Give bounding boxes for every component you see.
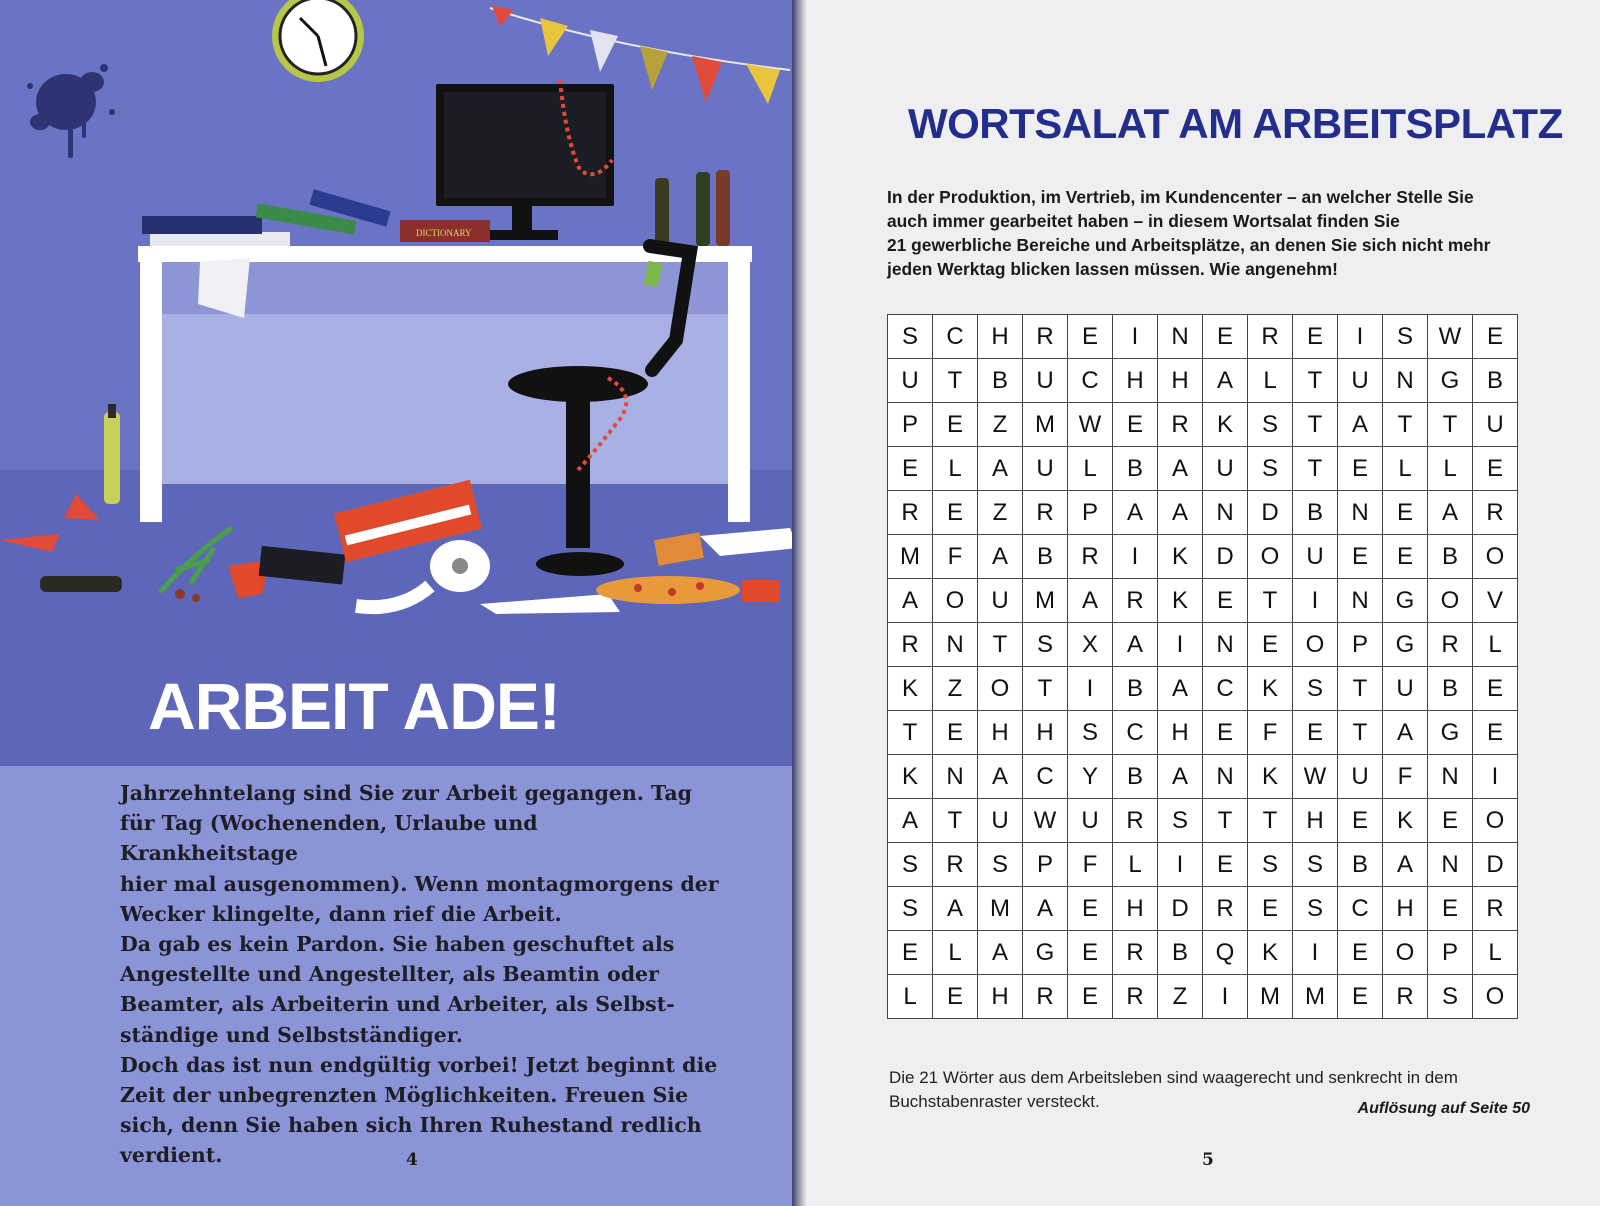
grid-row <box>888 315 1518 359</box>
grid-cell[interactable]: U <box>1068 799 1113 843</box>
grid-cell[interactable]: B <box>1023 535 1068 579</box>
grid-cell[interactable]: E <box>1473 447 1518 491</box>
grid-cell[interactable]: I <box>1113 315 1158 359</box>
grid-cell[interactable]: E <box>1068 931 1113 975</box>
grid-cell[interactable]: A <box>1113 491 1158 535</box>
grid-cell[interactable]: A <box>1383 843 1428 887</box>
grid-cell[interactable]: E <box>1383 491 1428 535</box>
grid-cell[interactable]: N <box>1203 491 1248 535</box>
grid-cell[interactable]: R <box>1068 535 1113 579</box>
grid-cell[interactable]: U <box>1338 755 1383 799</box>
grid-cell[interactable]: B <box>1428 667 1473 711</box>
grid-row <box>888 623 1518 667</box>
grid-cell[interactable]: R <box>1473 887 1518 931</box>
grid-cell[interactable]: U <box>1473 403 1518 447</box>
grid-row <box>888 931 1518 975</box>
grid-cell[interactable]: L <box>1428 447 1473 491</box>
grid-row <box>888 359 1518 403</box>
grid-cell[interactable]: T <box>933 359 978 403</box>
grid-cell[interactable]: E <box>1338 975 1383 1019</box>
grid-row <box>888 887 1518 931</box>
grid-cell[interactable]: R <box>1023 491 1068 535</box>
grid-cell[interactable]: A <box>1158 491 1203 535</box>
grid-row <box>888 579 1518 623</box>
grid-cell[interactable]: L <box>1248 359 1293 403</box>
grid-cell[interactable]: T <box>1338 667 1383 711</box>
grid-cell[interactable]: S <box>1248 403 1293 447</box>
puzzle-intro <box>887 185 1537 281</box>
grid-cell[interactable]: D <box>1158 887 1203 931</box>
grid-cell[interactable]: B <box>1338 843 1383 887</box>
grid-cell[interactable]: T <box>933 799 978 843</box>
grid-cell[interactable]: K <box>1158 535 1203 579</box>
grid-cell[interactable]: E <box>933 711 978 755</box>
grid-cell[interactable]: P <box>1428 931 1473 975</box>
grid-cell[interactable]: L <box>1113 843 1158 887</box>
grid-cell[interactable]: E <box>1338 447 1383 491</box>
grid-cell[interactable]: Z <box>1158 975 1203 1019</box>
intro-line: 21 gewerbliche Bereiche und Arbeitsplätze, an denen Sie sich nicht mehr <box>887 235 1491 255</box>
grid-cell[interactable]: E <box>1338 799 1383 843</box>
grid-cell[interactable]: S <box>888 315 933 359</box>
body-line: ständige und Selbstständiger. <box>120 1022 463 1047</box>
grid-cell[interactable]: P <box>1023 843 1068 887</box>
grid-row <box>888 447 1518 491</box>
grid-cell[interactable]: A <box>978 535 1023 579</box>
grid-cell[interactable]: C <box>1338 887 1383 931</box>
grid-row <box>888 755 1518 799</box>
grid-cell[interactable]: C <box>1203 667 1248 711</box>
grid-cell[interactable]: O <box>978 667 1023 711</box>
intro-line: auch immer gearbeitet haben – in diesem Wortsalat finden Sie <box>887 211 1400 231</box>
grid-cell[interactable]: N <box>1338 579 1383 623</box>
grid-cell[interactable]: A <box>978 447 1023 491</box>
grid-row <box>888 843 1518 887</box>
desk <box>138 246 752 522</box>
grid-row <box>888 799 1518 843</box>
grid-cell[interactable]: A <box>978 931 1023 975</box>
grid-cell[interactable]: R <box>1203 887 1248 931</box>
grid-cell[interactable]: K <box>1203 403 1248 447</box>
grid-cell[interactable]: W <box>1293 755 1338 799</box>
grid-cell[interactable]: A <box>1158 755 1203 799</box>
grid-cell[interactable]: U <box>1023 359 1068 403</box>
grid-cell[interactable]: A <box>888 579 933 623</box>
grid-cell[interactable]: H <box>1293 799 1338 843</box>
grid-cell[interactable]: T <box>1383 403 1428 447</box>
grid-cell[interactable]: M <box>1248 975 1293 1019</box>
grid-cell[interactable]: H <box>1023 711 1068 755</box>
grid-cell[interactable]: R <box>1473 491 1518 535</box>
grid-cell[interactable]: C <box>1023 755 1068 799</box>
grid-cell[interactable]: U <box>1338 359 1383 403</box>
grid-cell[interactable]: A <box>1023 887 1068 931</box>
grid-cell[interactable]: S <box>978 843 1023 887</box>
grid-cell[interactable]: E <box>888 447 933 491</box>
grid-cell[interactable]: E <box>1383 535 1428 579</box>
body-line: Jahrzehntelang sind Sie zur Arbeit gegangen. Tag <box>120 781 692 805</box>
grid-cell[interactable]: E <box>933 403 978 447</box>
grid-row <box>888 535 1518 579</box>
grid-cell[interactable]: D <box>1473 843 1518 887</box>
grid-cell[interactable]: S <box>1068 711 1113 755</box>
office-illustration <box>0 0 800 766</box>
page-number-left: 4 <box>406 1150 418 1170</box>
grid-cell[interactable]: M <box>1023 403 1068 447</box>
grid-cell[interactable]: R <box>1113 975 1158 1019</box>
grid-cell[interactable]: B <box>1113 667 1158 711</box>
grid-cell[interactable]: N <box>1383 359 1428 403</box>
grid-cell[interactable]: K <box>888 755 933 799</box>
grid-cell[interactable]: E <box>1248 623 1293 667</box>
grid-cell[interactable]: P <box>1068 491 1113 535</box>
grid-cell[interactable]: L <box>888 975 933 1019</box>
grid-cell[interactable]: S <box>1248 843 1293 887</box>
grid-cell[interactable]: N <box>933 755 978 799</box>
grid-cell[interactable]: M <box>1293 975 1338 1019</box>
grid-cell[interactable]: R <box>1023 975 1068 1019</box>
grid-cell[interactable]: H <box>978 975 1023 1019</box>
grid-cell[interactable]: E <box>1473 667 1518 711</box>
grid-cell[interactable]: E <box>1068 975 1113 1019</box>
grid-cell[interactable]: F <box>1383 755 1428 799</box>
grid-cell[interactable]: K <box>1383 799 1428 843</box>
grid-cell[interactable]: H <box>978 315 1023 359</box>
grid-cell[interactable]: V <box>1473 579 1518 623</box>
grid-cell[interactable]: W <box>1023 799 1068 843</box>
grid-cell[interactable]: T <box>1248 579 1293 623</box>
grid-cell[interactable]: M <box>978 887 1023 931</box>
grid-cell[interactable]: T <box>1293 403 1338 447</box>
right-page-title: WORTSALAT AM ARBEITSPLATZ <box>908 100 1563 147</box>
grid-cell[interactable]: B <box>1113 447 1158 491</box>
grid-cell[interactable]: T <box>888 711 933 755</box>
grid-cell[interactable]: S <box>1248 447 1293 491</box>
grid-cell[interactable]: L <box>1383 447 1428 491</box>
grid-cell[interactable]: H <box>1113 359 1158 403</box>
grid-cell[interactable]: B <box>1158 931 1203 975</box>
grid-cell[interactable]: K <box>1248 667 1293 711</box>
grid-cell[interactable]: N <box>1338 491 1383 535</box>
grid-cell[interactable]: S <box>1158 799 1203 843</box>
grid-cell[interactable]: R <box>888 623 933 667</box>
grid-cell[interactable]: N <box>1203 755 1248 799</box>
grid-cell[interactable]: E <box>1113 403 1158 447</box>
grid-cell[interactable]: Z <box>978 491 1023 535</box>
grid-cell[interactable]: E <box>1338 535 1383 579</box>
grid-row <box>888 491 1518 535</box>
grid-cell[interactable]: A <box>1158 447 1203 491</box>
grid-cell[interactable]: S <box>1428 975 1473 1019</box>
grid-cell[interactable]: E <box>1338 931 1383 975</box>
body-line: Doch das ist nun endgültig vorbei! Jetzt beginnt die <box>120 1052 718 1077</box>
grid-cell[interactable]: S <box>888 887 933 931</box>
grid-cell[interactable]: B <box>1113 755 1158 799</box>
grid-cell[interactable]: O <box>1428 579 1473 623</box>
grid-cell[interactable]: E <box>1473 711 1518 755</box>
grid-cell[interactable]: I <box>1293 579 1338 623</box>
grid-cell[interactable]: U <box>1023 447 1068 491</box>
grid-cell[interactable]: A <box>888 799 933 843</box>
grid-cell[interactable]: A <box>1338 403 1383 447</box>
body-line: Wecker klingelte, dann rief die Arbeit. <box>120 901 562 926</box>
grid-cell[interactable]: A <box>1113 623 1158 667</box>
grid-cell[interactable]: S <box>1293 843 1338 887</box>
wall-clock <box>272 0 364 82</box>
body-line: sich, denn Sie haben sich Ihren Ruhestand redlich <box>120 1113 702 1138</box>
grid-cell[interactable]: B <box>1293 491 1338 535</box>
grid-cell[interactable]: U <box>1293 535 1338 579</box>
grid-cell[interactable]: B <box>1473 359 1518 403</box>
grid-cell[interactable]: K <box>1158 579 1203 623</box>
grid-cell[interactable]: L <box>933 931 978 975</box>
grid-cell[interactable]: E <box>1068 315 1113 359</box>
grid-cell[interactable]: K <box>1248 755 1293 799</box>
grid-cell[interactable]: E <box>888 931 933 975</box>
grid-cell[interactable]: U <box>978 799 1023 843</box>
grid-cell[interactable]: A <box>1428 491 1473 535</box>
grid-cell[interactable]: E <box>1203 843 1248 887</box>
book-label: DICTIONARY <box>416 228 472 238</box>
grid-cell[interactable]: R <box>933 843 978 887</box>
grid-cell[interactable]: O <box>1473 535 1518 579</box>
grid-cell[interactable]: O <box>1473 799 1518 843</box>
grid-cell[interactable]: U <box>978 579 1023 623</box>
grid-cell[interactable]: Q <box>1203 931 1248 975</box>
grid-row <box>888 403 1518 447</box>
grid-cell[interactable]: I <box>1113 535 1158 579</box>
grid-cell[interactable]: C <box>1113 711 1158 755</box>
left-page-title: ARBEIT ADE! <box>148 669 560 743</box>
grid-cell[interactable]: R <box>1023 315 1068 359</box>
grid-cell[interactable]: G <box>1383 623 1428 667</box>
puzzle-footnote: Die 21 Wörter aus dem Arbeitsleben sind waagerecht und senkrecht in dem Buchstabenraster versteckt. <box>889 1068 1458 1111</box>
grid-cell[interactable]: I <box>1338 315 1383 359</box>
word-search-grid <box>887 314 1518 1019</box>
grid-cell[interactable]: E <box>933 975 978 1019</box>
grid-cell[interactable]: C <box>1068 359 1113 403</box>
grid-cell[interactable]: H <box>1158 359 1203 403</box>
grid-cell[interactable]: K <box>1248 931 1293 975</box>
body-line: Zeit der unbegrenzten Möglichkeiten. Freuen Sie <box>120 1083 689 1108</box>
grid-cell[interactable]: U <box>1203 447 1248 491</box>
grid-cell[interactable]: U <box>888 359 933 403</box>
grid-cell[interactable]: E <box>933 491 978 535</box>
grid-cell[interactable]: D <box>1203 535 1248 579</box>
grid-cell[interactable]: E <box>1428 799 1473 843</box>
grid-cell[interactable]: Z <box>978 403 1023 447</box>
grid-cell[interactable]: R <box>1113 931 1158 975</box>
grid-cell[interactable]: S <box>888 843 933 887</box>
grid-cell[interactable]: O <box>933 579 978 623</box>
grid-cell[interactable]: T <box>1203 799 1248 843</box>
grid-cell[interactable]: T <box>1338 711 1383 755</box>
grid-cell[interactable]: P <box>1338 623 1383 667</box>
grid-cell[interactable]: N <box>933 623 978 667</box>
grid-cell[interactable]: P <box>888 403 933 447</box>
grid-cell[interactable]: L <box>1473 931 1518 975</box>
grid-cell[interactable]: Y <box>1068 755 1113 799</box>
intro-line: In der Produktion, im Vertrieb, im Kundencenter – an welcher Stelle Sie <box>887 187 1474 207</box>
grid-cell[interactable]: I <box>1158 623 1203 667</box>
grid-cell[interactable]: I <box>1068 667 1113 711</box>
grid-cell[interactable]: S <box>1023 623 1068 667</box>
grid-cell[interactable]: E <box>1248 887 1293 931</box>
grid-cell[interactable]: G <box>1383 579 1428 623</box>
body-line: Da gab es kein Pardon. Sie haben geschuftet als <box>120 932 675 957</box>
grid-cell[interactable]: K <box>888 667 933 711</box>
solution-reference: Auflösung auf Seite 50 <box>1357 1100 1530 1117</box>
grid-cell[interactable]: B <box>1428 535 1473 579</box>
grid-cell[interactable]: N <box>1158 315 1203 359</box>
grid-cell[interactable]: S <box>1293 887 1338 931</box>
grid-cell[interactable]: W <box>1428 315 1473 359</box>
grid-cell[interactable]: E <box>1293 315 1338 359</box>
grid-cell[interactable]: E <box>1473 315 1518 359</box>
grid-cell[interactable]: H <box>1158 711 1203 755</box>
body-line: für Tag (Wochenenden, Urlaube und Krankheitstage <box>120 811 538 866</box>
grid-cell[interactable]: E <box>1068 887 1113 931</box>
body-line: Beamter, als Arbeiterin und Arbeiter, als Selbst- <box>120 992 675 1017</box>
grid-cell[interactable]: I <box>1158 843 1203 887</box>
grid-cell[interactable]: R <box>1428 623 1473 667</box>
grid-cell[interactable]: T <box>978 623 1023 667</box>
grid-cell[interactable]: N <box>1203 623 1248 667</box>
grid-cell[interactable]: A <box>1068 579 1113 623</box>
grid-cell[interactable]: R <box>1113 579 1158 623</box>
grid-cell[interactable]: T <box>1023 667 1068 711</box>
grid-cell[interactable]: G <box>1023 931 1068 975</box>
grid-cell[interactable]: R <box>1248 315 1293 359</box>
grid-cell[interactable]: M <box>888 535 933 579</box>
grid-cell[interactable]: O <box>1383 931 1428 975</box>
grid-cell[interactable]: N <box>1428 755 1473 799</box>
grid-cell[interactable]: E <box>1203 711 1248 755</box>
grid-cell[interactable]: R <box>1113 799 1158 843</box>
grid-cell[interactable]: A <box>1158 667 1203 711</box>
grid-cell[interactable]: Z <box>933 667 978 711</box>
grid-cell[interactable]: G <box>1428 711 1473 755</box>
grid-cell[interactable]: A <box>1203 359 1248 403</box>
grid-cell[interactable]: I <box>1473 755 1518 799</box>
grid-cell[interactable]: G <box>1428 359 1473 403</box>
grid-cell[interactable]: A <box>1383 711 1428 755</box>
grid-cell[interactable]: T <box>1428 403 1473 447</box>
grid-cell[interactable]: E <box>1428 887 1473 931</box>
grid-cell[interactable]: T <box>1293 359 1338 403</box>
grid-cell[interactable]: E <box>1203 315 1248 359</box>
body-line: verdient. <box>120 1143 223 1168</box>
grid-cell[interactable]: S <box>1293 667 1338 711</box>
grid-cell[interactable]: H <box>978 711 1023 755</box>
grid-cell[interactable]: H <box>1383 887 1428 931</box>
grid-cell[interactable]: F <box>1068 843 1113 887</box>
grid-cell[interactable]: D <box>1248 491 1293 535</box>
grid-cell[interactable]: M <box>1023 579 1068 623</box>
grid-cell[interactable]: R <box>1158 403 1203 447</box>
page-number-right: 5 <box>1202 1150 1214 1170</box>
body-line: Angestellte und Angestellter, als Beamtin oder <box>120 962 659 987</box>
grid-cell[interactable]: L <box>1068 447 1113 491</box>
grid-cell[interactable]: O <box>1248 535 1293 579</box>
left-page-body <box>120 778 720 1171</box>
grid-row <box>888 667 1518 711</box>
grid-cell[interactable]: T <box>1293 447 1338 491</box>
grid-cell[interactable]: W <box>1068 403 1113 447</box>
ink-splash <box>27 64 115 158</box>
grid-cell[interactable]: A <box>933 887 978 931</box>
grid-row <box>888 975 1518 1019</box>
grid-cell[interactable]: F <box>933 535 978 579</box>
grid-cell[interactable]: E <box>1293 711 1338 755</box>
grid-cell[interactable]: I <box>1293 931 1338 975</box>
grid-cell[interactable]: L <box>1473 623 1518 667</box>
grid-cell[interactable]: H <box>1113 887 1158 931</box>
grid-cell[interactable]: S <box>1383 315 1428 359</box>
grid-cell[interactable]: X <box>1068 623 1113 667</box>
grid-cell[interactable]: L <box>933 447 978 491</box>
desk-bottles <box>655 170 730 246</box>
grid-cell[interactable]: O <box>1293 623 1338 667</box>
grid-cell[interactable]: N <box>1428 843 1473 887</box>
grid-cell[interactable]: F <box>1248 711 1293 755</box>
grid-cell[interactable]: I <box>1203 975 1248 1019</box>
grid-cell[interactable]: E <box>1203 579 1248 623</box>
intro-line: jeden Werktag blicken lassen müssen. Wie angenehm! <box>887 259 1338 279</box>
grid-cell[interactable]: B <box>978 359 1023 403</box>
body-line: hier mal ausgenommen). Wenn montagmorgens der <box>120 871 719 896</box>
grid-cell[interactable]: C <box>933 315 978 359</box>
grid-cell[interactable]: U <box>1383 667 1428 711</box>
grid-cell[interactable]: O <box>1473 975 1518 1019</box>
grid-cell[interactable]: T <box>1248 799 1293 843</box>
grid-cell[interactable]: R <box>888 491 933 535</box>
grid-cell[interactable]: A <box>978 755 1023 799</box>
computer-monitor <box>436 80 614 240</box>
grid-row <box>888 711 1518 755</box>
grid-cell[interactable]: R <box>1383 975 1428 1019</box>
